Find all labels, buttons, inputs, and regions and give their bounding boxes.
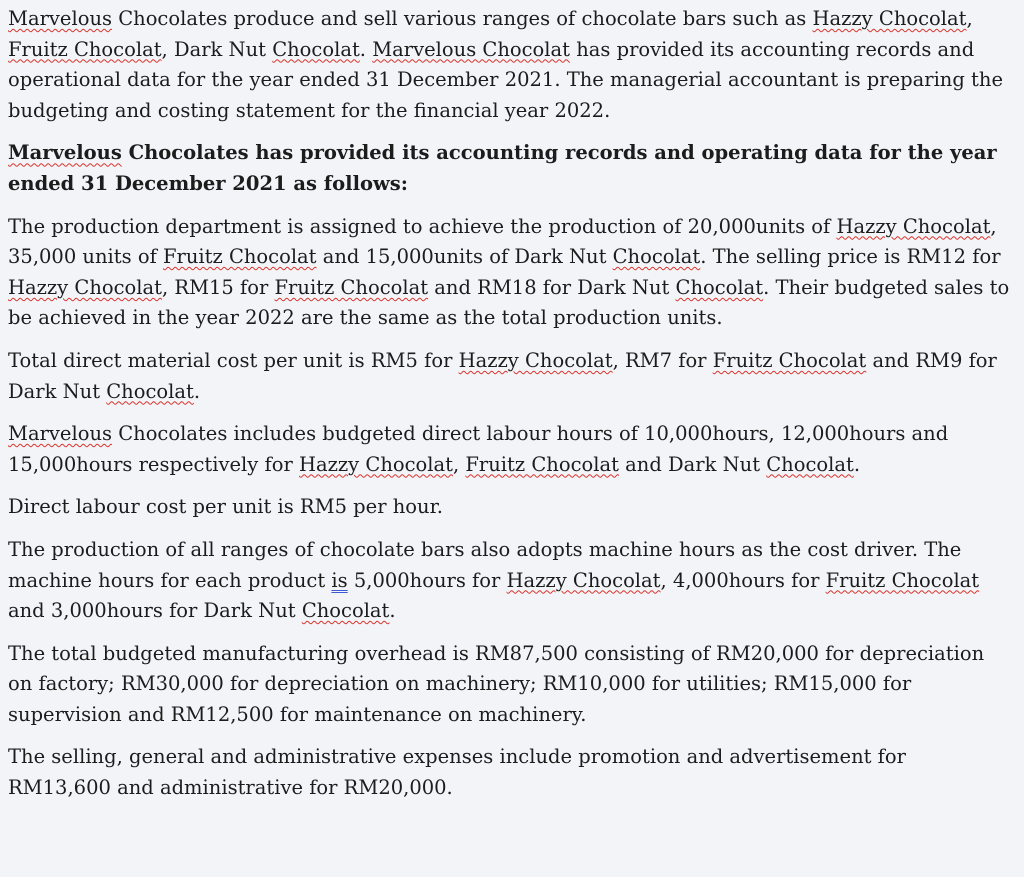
- spellcheck-flagged-word: Chocolat: [675, 275, 764, 299]
- text-run: .: [853, 452, 861, 476]
- spellcheck-flagged-word: Marvelous: [8, 141, 122, 165]
- paragraph-6: [8, 492, 1014, 523]
- text-run: , 4,000hours for: [660, 568, 826, 592]
- text-run: Chocolates produce and sell various ranges of chocolate bars such as: [112, 7, 813, 30]
- text-run: and RM9 for Dark Nut: [8, 348, 997, 403]
- spellcheck-flagged-word: Hazzy Chocolat: [506, 568, 661, 592]
- spellcheck-flagged-word: Hazzy Chocolat: [299, 452, 453, 476]
- text-run: and Dark Nut: [618, 452, 767, 476]
- spellcheck-flagged-word: Hazzy Chocolat: [458, 348, 613, 372]
- spellcheck-flagged-word: Hazzy Chocolat: [8, 275, 162, 299]
- text-run: , Dark Nut: [161, 37, 273, 61]
- text-run: , RM15 for: [161, 275, 275, 299]
- spellcheck-flagged-word: Marvelous: [8, 7, 113, 30]
- text-run: 5,000hours for: [347, 568, 507, 592]
- text-run: and 3,000hours for Dark Nut: [8, 599, 302, 623]
- text-run: .: [193, 379, 201, 403]
- paragraph-4: [8, 346, 1014, 407]
- paragraph-9: [8, 742, 1014, 803]
- paragraph-2: [8, 138, 1014, 199]
- spellcheck-flagged-word: Hazzy Chocolat: [812, 7, 967, 30]
- spellcheck-flagged-word: Marvelous Chocolat: [372, 37, 570, 61]
- text-run: and RM18 for Dark Nut: [428, 275, 676, 299]
- text-run: .: [389, 599, 396, 623]
- grammar-flagged-word: is: [331, 568, 348, 592]
- text-run: . Their budgeted sales to be achieved in the year 2022 are the same as the total production units.: [8, 275, 1010, 330]
- text-run: , RM7 for: [612, 348, 713, 372]
- text-run: ,: [966, 7, 973, 30]
- paragraph-3: [8, 212, 1014, 334]
- spellcheck-flagged-word: Chocolat: [301, 599, 390, 623]
- text-run: , 35,000 units of: [8, 214, 997, 269]
- text-run: ,: [452, 452, 466, 476]
- spellcheck-flagged-word: Fruitz Chocolat: [162, 245, 317, 269]
- text-run: Chocolates includes budgeted direct labour hours of 10,000hours, 12,000hours and 15,000hours respectively for: [8, 422, 949, 476]
- spellcheck-flagged-word: Fruitz Chocolat: [8, 37, 162, 61]
- text-run: The selling, general and administrative expenses include promotion and advertisement for RM13,600 and administrative for RM20,000.: [8, 745, 906, 800]
- spellcheck-flagged-word: Hazzy Chocolat: [836, 214, 991, 238]
- spellcheck-flagged-word: Fruitz Chocolat: [465, 452, 619, 476]
- paragraph-1: [8, 4, 1014, 126]
- paragraph-8: [8, 639, 1014, 731]
- text-run: The total budgeted manufacturing overhead is RM87,500 consisting of RM20,000 for depreciation on factory; RM30,000 for depreciation on machinery; RM10,000 for utilities; RM15,000 for supervision and RM12,500 for maintenance on machinery.: [8, 641, 985, 726]
- paragraph-7: [8, 535, 1014, 627]
- spellcheck-flagged-word: Marvelous: [8, 422, 113, 446]
- text-run: and 15,000units of Dark Nut: [316, 245, 613, 269]
- spellcheck-flagged-word: Fruitz Chocolat: [274, 275, 429, 299]
- text-run: Total direct material cost per unit is RM5 for: [8, 348, 459, 372]
- text-run: The production department is assigned to achieve the production of 20,000units of: [8, 214, 837, 238]
- spellcheck-flagged-word: Chocolat: [766, 452, 854, 476]
- text-run: The production of all ranges of chocolate bars also adopts machine hours as the cost driver. The machine hours for each product: [8, 537, 962, 592]
- spellcheck-flagged-word: Fruitz Chocolat: [712, 348, 867, 372]
- text-run: Chocolates has provided its accounting records and operating data for the year ended 31 December 2021 as follows:: [8, 141, 997, 195]
- spellcheck-flagged-word: Chocolat: [272, 37, 360, 61]
- paragraph-5: [8, 419, 1014, 480]
- text-run: . The selling price is RM12 for: [700, 245, 1001, 269]
- text-run: has provided its accounting records and operational data for the year ended 31 December 2021. The managerial accountant is preparing the budgeting and costing statement for the financial year 2022.: [8, 37, 1003, 122]
- text-run: .: [359, 37, 373, 61]
- text-run: Direct labour cost per unit is RM5 per hour.: [8, 495, 443, 519]
- spellcheck-flagged-word: Chocolat: [612, 245, 701, 269]
- spellcheck-flagged-word: Chocolat: [106, 379, 194, 403]
- document-body: [8, 4, 1014, 816]
- spellcheck-flagged-word: Fruitz Chocolat: [825, 568, 980, 592]
